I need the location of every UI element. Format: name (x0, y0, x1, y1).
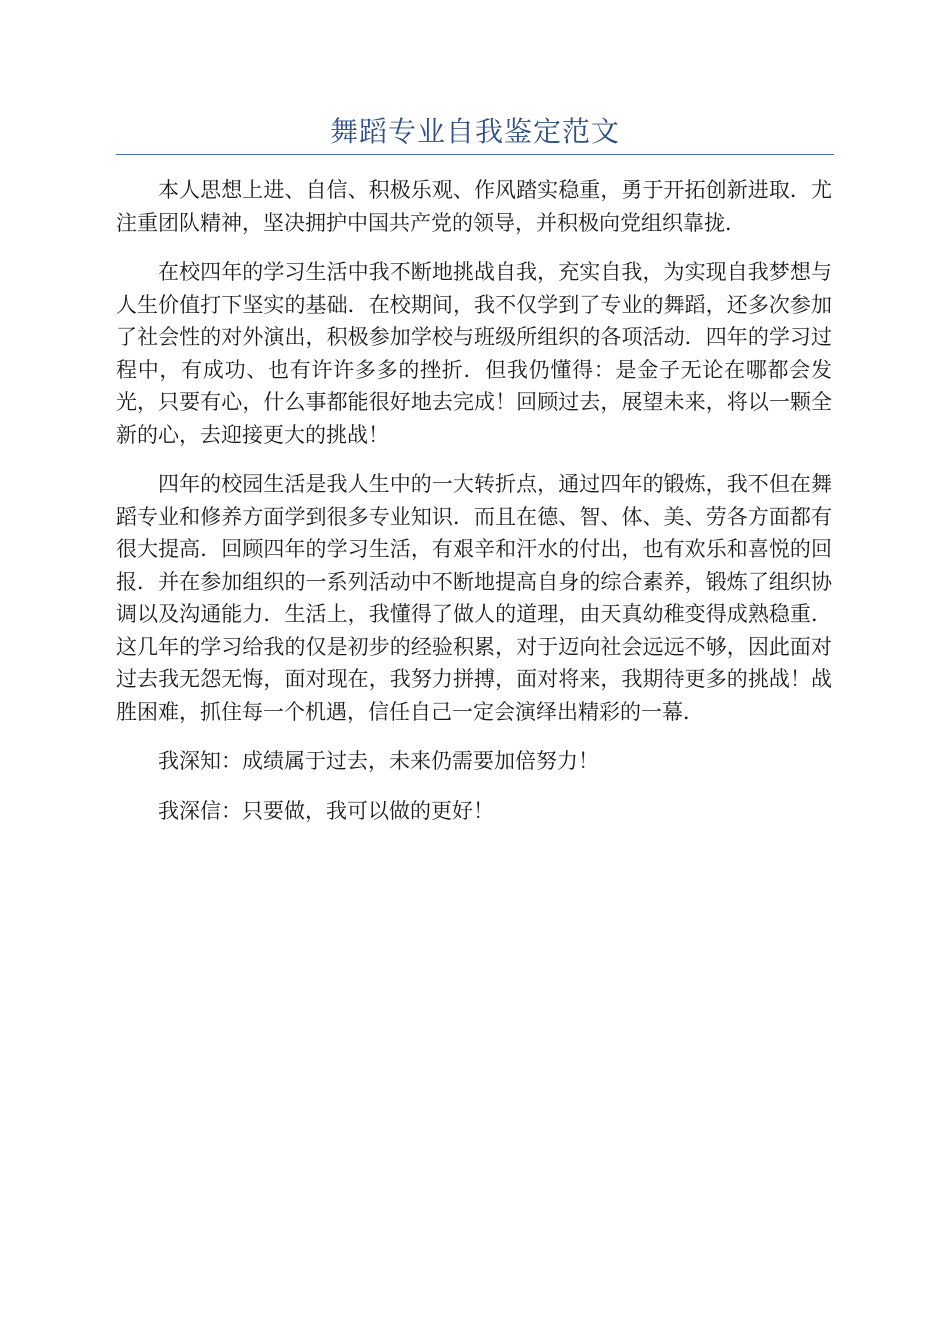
paragraph-3: 四年的校园生活是我人生中的一大转折点，通过四年的锻炼，我不但在舞蹈专业和修养方面学到很多专业知识．而且在德、智、体、美、劳各方面都有很大提高．回顾四年的学习生活，有艰辛和汗水的付出，也有欢乐和喜悦的回报．并在参加组织的一系列活动中不断地提高自身的综合素养，锻炼了组织协调以及沟通能力．生活上，我懂得了做人的道理，由天真幼稚变得成熟稳重．这几年的学习给我的仅是初步的经验积累，对于迈向社会远远不够，因此面对过去我无怨无悔，面对现在，我努力拼搏，面对将来，我期待更多的挑战！战胜困难，抓住每一个机遇，信任自己一定会演绎出精彩的一幕． (116, 472, 832, 724)
document-body (116, 174, 832, 844)
page-title: 舞蹈专业自我鉴定范文 (329, 115, 620, 148)
paragraph-1: 本人思想上进、自信、积极乐观、作风踏实稳重，勇于开拓创新进取．尤注重团队精神，坚决拥护中国共产党的领导，并积极向党组织靠拢． (116, 178, 832, 235)
paragraph-4: 我深知：成绩属于过去，未来仍需要加倍努力！ (158, 749, 599, 773)
title-underline (116, 154, 834, 155)
paragraph-5: 我深信：只要做，我可以做的更好！ (158, 798, 494, 823)
paragraph-2: 在校四年的学习生活中我不断地挑战自我，充实自我，为实现自我梦想与人生价值打下坚实的基础．在校期间，我不仅学到了专业的舞蹈，还多次参加了社会性的对外演出，积极参加学校与班级所组织的各项活动．四年的学习过程中，有成功、也有许许多多的挫折．但我仍懂得：是金子无论在哪都会发光，只要有心，什么事都能很好地去完成！回顾过去，展望未来，将以一颗全新的心，去迎接更大的挑战！ (116, 260, 832, 447)
